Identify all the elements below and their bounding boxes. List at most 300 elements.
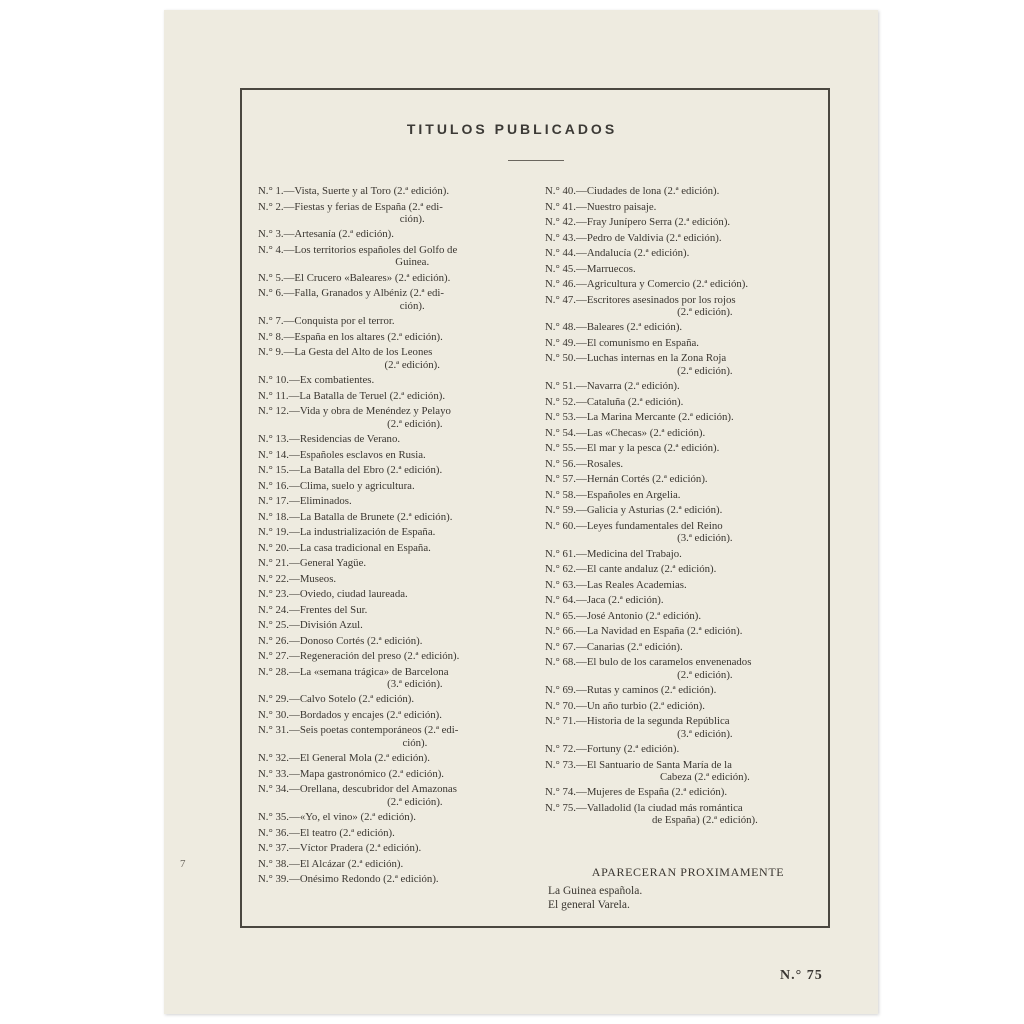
title-entry <box>258 709 530 721</box>
entry-number: N.° 13.— <box>258 433 300 446</box>
entry-title <box>587 337 823 349</box>
title-entry <box>258 768 530 780</box>
entry-title-line: Seis poetas contemporáneos (2.ª edi- <box>299 724 459 737</box>
title-entry <box>258 201 530 226</box>
entry-title-line: Vida y obra de Menéndez y Pelayo <box>299 405 451 418</box>
entry-number: N.° 27.— <box>258 650 300 663</box>
entry-number: N.° 5.— <box>258 271 295 284</box>
entry-title <box>300 858 530 870</box>
title-entry <box>258 783 530 808</box>
entry-title-line: Escritores asesinados por los rojos <box>586 293 736 306</box>
entry-title-line: La Batalla del Ebro (2.ª edición). <box>299 464 443 477</box>
entry-title-line: División Azul. <box>299 619 363 632</box>
entry-title-line: La Batalla de Brunete (2.ª edición). <box>299 510 453 523</box>
entry-title <box>587 625 823 637</box>
title-entry <box>258 542 530 554</box>
entry-number: N.° 28.— <box>258 665 300 678</box>
entry-title-line: Conquista por el terror. <box>294 315 395 328</box>
entry-title-line: Navarra (2.ª edición). <box>586 380 680 393</box>
title-entry <box>258 433 530 445</box>
entry-title-line: Agricultura y Comercio (2.ª edición). <box>586 278 749 290</box>
entry-number: N.° 17.— <box>258 495 300 508</box>
title-divider <box>508 160 564 161</box>
upcoming-item: La Guinea española. <box>548 885 643 897</box>
entry-title <box>300 650 530 662</box>
entry-number: N.° 62.— <box>545 563 587 576</box>
entry-title <box>587 473 823 485</box>
title-entry <box>258 635 530 647</box>
entry-title-line: Andalucía (2.ª edición). <box>586 247 690 259</box>
entry-title <box>587 563 823 575</box>
entry-number: N.° 23.— <box>258 588 300 601</box>
title-entry <box>545 563 823 575</box>
title-entry <box>258 480 530 492</box>
entry-title <box>300 724 530 749</box>
entry-title-line: Pedro de Valdivia (2.ª edición). <box>586 231 722 244</box>
entry-number: N.° 24.— <box>258 603 300 616</box>
title-entry <box>258 666 530 691</box>
title-entry <box>258 228 530 240</box>
entry-title-line: Las Reales Academias. <box>586 578 687 591</box>
entry-title-line: El mar y la pesca (2.ª edición). <box>586 442 720 455</box>
entry-title <box>300 768 530 780</box>
entry-title-line: Jaca (2.ª edición). <box>586 594 664 607</box>
entry-number: N.° 61.— <box>545 547 587 560</box>
entry-title-line: España en los altares (2.ª edición). <box>294 330 443 343</box>
title-entry <box>545 641 823 653</box>
entry-title <box>300 811 530 823</box>
entry-title-line: Cataluña (2.ª edición). <box>586 395 684 408</box>
entry-title-line: La Gesta del Alto de los Leones <box>294 346 433 359</box>
entry-title-line: Baleares (2.ª edición). <box>586 321 683 334</box>
title-entry <box>545 232 823 244</box>
title-entry <box>258 619 530 631</box>
entry-title <box>300 374 530 386</box>
entry-number: N.° 29.— <box>258 693 300 706</box>
entry-title <box>300 526 530 538</box>
entry-title <box>587 263 823 275</box>
entry-title-line: Historia de la segunda República <box>586 715 730 728</box>
entry-title-line: Ciudades de lona (2.ª edición). <box>586 185 720 197</box>
entry-title <box>587 458 823 470</box>
title-entry <box>258 464 530 476</box>
entry-title <box>299 390 530 402</box>
entry-title-line: Hernán Cortés (2.ª edición). <box>586 473 708 486</box>
title-entry <box>545 247 823 259</box>
entry-number: N.° 52.— <box>545 395 587 408</box>
title-entry <box>258 827 530 839</box>
entry-number: N.° 2.— <box>258 200 295 213</box>
entry-title <box>300 752 530 764</box>
entry-title <box>300 449 530 461</box>
entry-title <box>587 352 823 377</box>
entry-number: N.° 40.— <box>545 185 587 197</box>
entry-title-continuation: Guinea. <box>395 256 430 269</box>
upcoming-heading: APARECERAN PROXIMAMENTE <box>591 865 785 879</box>
title-entry <box>545 759 823 784</box>
entry-title <box>300 464 530 476</box>
entry-title-line: La Marina Mercante (2.ª edición). <box>586 411 734 424</box>
entry-title <box>587 786 823 798</box>
entry-title <box>587 321 823 333</box>
entry-title-line: Medicina del Trabajo. <box>586 547 682 560</box>
entry-title-line: Clima, suelo y agricultura. <box>299 479 415 492</box>
entry-title <box>587 656 823 681</box>
entry-title <box>300 842 530 854</box>
entry-title-line: Nuestro paisaje. <box>586 200 657 213</box>
title-entry <box>545 715 823 740</box>
entry-number: N.° 26.— <box>258 634 300 647</box>
entry-number: N.° 34.— <box>258 783 300 796</box>
entry-title-continuation: de España) (2.ª edición). <box>652 814 758 827</box>
entry-title <box>300 588 530 600</box>
title-entry <box>258 346 530 371</box>
entry-title-line: La «semana trágica» de Barcelona <box>299 665 449 678</box>
entry-title-line: Galicia y Asturias (2.ª edición). <box>586 504 723 517</box>
entry-title-continuation: (2.ª edición). <box>387 417 443 430</box>
entry-title-line: Rosales. <box>586 457 624 470</box>
title-entry <box>258 405 530 430</box>
title-entry <box>258 858 530 870</box>
entry-title-line: Españoles en Argelia. <box>586 488 681 501</box>
title-entry <box>258 604 530 616</box>
entry-title-line: La Navidad en España (2.ª edición). <box>586 625 743 638</box>
title-entry <box>545 263 823 275</box>
entry-title-continuation: (3.ª edición). <box>387 677 443 690</box>
entry-number: N.° 68.— <box>545 656 587 669</box>
entry-number: N.° 58.— <box>545 488 587 501</box>
entry-number: N.° 11.— <box>258 389 300 402</box>
entry-number: N.° 37.— <box>258 842 300 855</box>
entry-title <box>300 405 530 430</box>
entry-title-line: Bordados y encajes (2.ª edición). <box>299 708 442 721</box>
title-entry <box>545 684 823 696</box>
entry-number: N.° 35.— <box>258 811 300 824</box>
entry-title <box>587 380 823 392</box>
title-entry <box>545 802 823 827</box>
entry-title <box>587 396 823 408</box>
entry-number: N.° 1.— <box>258 185 295 197</box>
entry-title-continuation: (2.ª edición). <box>677 364 733 377</box>
entry-number: N.° 48.— <box>545 321 587 334</box>
entry-title <box>587 641 823 653</box>
entry-number: N.° 72.— <box>545 743 587 756</box>
entry-title <box>587 802 823 827</box>
entry-number: N.° 15.— <box>258 464 300 477</box>
entry-title <box>587 489 823 501</box>
entry-number: N.° 63.— <box>545 578 587 591</box>
entry-title <box>300 511 530 523</box>
title-entry <box>545 489 823 501</box>
title-entry <box>258 449 530 461</box>
entry-title <box>587 427 823 439</box>
entry-number: N.° 46.— <box>545 278 587 290</box>
entry-title <box>294 272 530 284</box>
upcoming-list <box>548 884 642 912</box>
entry-title-continuation: (2.ª edición). <box>677 668 733 681</box>
entry-title-continuation: ción). <box>402 736 428 749</box>
upcoming-item: El general Varela. <box>548 899 630 911</box>
entry-title-continuation: (3.ª edición). <box>677 532 733 545</box>
title-entry <box>545 625 823 637</box>
entry-title-line: Vista, Suerte y al Toro (2.ª edición). <box>294 185 450 197</box>
title-entry <box>258 331 530 343</box>
entry-title <box>587 743 823 755</box>
title-entry <box>545 411 823 423</box>
titles-column-right <box>545 185 823 830</box>
title-entry <box>258 693 530 705</box>
entry-title <box>587 594 823 606</box>
entry-title <box>587 232 823 244</box>
entry-title-line: La industrialización de España. <box>299 526 436 539</box>
title-entry <box>258 573 530 585</box>
entry-title-line: La casa tradicional en España. <box>299 541 431 554</box>
title-entry <box>258 526 530 538</box>
entry-title <box>587 579 823 591</box>
entry-title <box>587 520 823 545</box>
entry-title-line: El Santuario de Santa María de la <box>586 758 732 771</box>
title-entry <box>545 504 823 516</box>
entry-title <box>587 185 823 197</box>
entry-title <box>300 666 530 691</box>
entry-number: N.° 12.— <box>258 405 300 418</box>
title-entry <box>545 380 823 392</box>
entry-title <box>300 542 530 554</box>
entry-number: N.° 21.— <box>258 557 300 570</box>
title-entry <box>545 442 823 454</box>
title-entry <box>545 743 823 755</box>
entry-title <box>587 715 823 740</box>
entry-number: N.° 36.— <box>258 826 300 839</box>
entry-title-line: La Batalla de Teruel (2.ª edición). <box>299 389 446 402</box>
title-entry <box>545 473 823 485</box>
entry-number: N.° 18.— <box>258 510 300 523</box>
entry-title-continuation: (3.ª edición). <box>677 727 733 740</box>
entry-number: N.° 42.— <box>545 216 587 228</box>
entry-number: N.° 64.— <box>545 594 587 607</box>
entry-number: N.° 33.— <box>258 767 300 780</box>
title-entry <box>258 752 530 764</box>
entry-title <box>587 504 823 516</box>
title-entry <box>258 244 530 269</box>
entry-number: N.° 56.— <box>545 457 587 470</box>
entry-title-line: Fortuny (2.ª edición). <box>586 743 680 756</box>
entry-title <box>294 201 530 226</box>
entry-title <box>294 331 530 343</box>
entry-title <box>300 480 530 492</box>
entry-title <box>587 216 823 228</box>
entry-number: N.° 43.— <box>545 231 587 244</box>
title-entry <box>258 315 530 327</box>
entry-title <box>587 442 823 454</box>
entry-title-line: El comunismo en España. <box>586 336 699 349</box>
entry-title-line: El bulo de los caramelos envenenados <box>586 656 752 669</box>
entry-number: N.° 30.— <box>258 708 300 721</box>
entry-title-line: El Alcázar (2.ª edición). <box>299 857 404 870</box>
entry-title <box>294 346 530 371</box>
entry-title <box>300 827 530 839</box>
title-entry <box>545 185 823 197</box>
entry-number: N.° 39.— <box>258 873 300 886</box>
entry-title-line: Onésimo Redondo (2.ª edición). <box>299 873 439 886</box>
entry-number: N.° 59.— <box>545 504 587 517</box>
entry-title <box>587 294 823 319</box>
entry-title <box>587 684 823 696</box>
title-entry <box>545 786 823 798</box>
entry-title <box>300 709 530 721</box>
entry-number: N.° 9.— <box>258 346 295 359</box>
entry-number: N.° 70.— <box>545 699 587 712</box>
title-entry <box>545 337 823 349</box>
entry-number: N.° 66.— <box>545 625 587 638</box>
entry-title <box>294 287 530 312</box>
entry-number: N.° 60.— <box>545 519 587 532</box>
entry-title-line: Regeneración del preso (2.ª edición). <box>299 650 460 663</box>
entry-number: N.° 54.— <box>545 426 587 439</box>
entry-title <box>300 557 530 569</box>
entry-title <box>587 548 823 560</box>
entry-title <box>294 185 530 197</box>
title-entry <box>258 724 530 749</box>
entry-title-line: Víctor Pradera (2.ª edición). <box>299 842 422 855</box>
entry-title-line: El cante andaluz (2.ª edición). <box>586 563 717 576</box>
entry-number: N.° 65.— <box>545 609 587 622</box>
entry-number: N.° 8.— <box>258 330 295 343</box>
title-entry <box>545 294 823 319</box>
entry-number: N.° 7.— <box>258 315 295 328</box>
entry-number: N.° 41.— <box>545 200 587 213</box>
title-entry <box>545 656 823 681</box>
entry-title <box>587 411 823 423</box>
entry-title-line: José Antonio (2.ª edición). <box>586 609 702 622</box>
entry-title-line: Eliminados. <box>299 495 352 508</box>
entry-number: N.° 71.— <box>545 715 587 728</box>
entry-title-line: Calvo Sotelo (2.ª edición). <box>299 693 415 706</box>
entry-number: N.° 69.— <box>545 684 587 697</box>
entry-title-line: Las «Checas» (2.ª edición). <box>586 426 706 439</box>
title-entry <box>258 272 530 284</box>
title-entry <box>258 185 530 197</box>
entry-title <box>300 573 530 585</box>
entry-title-line: Canarias (2.ª edición). <box>586 640 683 653</box>
entry-number: N.° 14.— <box>258 448 300 461</box>
title-entry <box>258 842 530 854</box>
title-entry <box>545 427 823 439</box>
entry-title <box>300 604 530 616</box>
title-entry <box>545 700 823 712</box>
entry-number: N.° 75.— <box>545 801 587 814</box>
title-entry <box>258 287 530 312</box>
entry-title-line: Marruecos. <box>586 262 636 275</box>
entry-number: N.° 44.— <box>545 247 587 259</box>
entry-number: N.° 22.— <box>258 572 300 585</box>
page-title: TITULOS PUBLICADOS <box>406 121 618 137</box>
entry-title-line: El Crucero «Baleares» (2.ª edición). <box>294 271 451 284</box>
title-entry <box>545 216 823 228</box>
entry-title <box>587 247 823 259</box>
entry-title-line: Leyes fundamentales del Reino <box>586 519 723 532</box>
title-entry <box>545 548 823 560</box>
title-entry <box>258 811 530 823</box>
entry-title-line: Españoles esclavos en Rusia. <box>299 448 426 461</box>
title-entry <box>545 396 823 408</box>
title-entry <box>258 495 530 507</box>
title-entry <box>258 650 530 662</box>
title-entry <box>545 352 823 377</box>
entry-title <box>294 244 530 269</box>
page-number: N.° 75 <box>780 968 823 983</box>
entry-title-continuation: (2.ª edición). <box>677 305 733 318</box>
entry-title-continuation: (2.ª edición). <box>384 358 440 371</box>
entry-title <box>300 635 530 647</box>
entry-title-line: Mujeres de España (2.ª edición). <box>586 786 728 799</box>
title-entry <box>545 458 823 470</box>
entry-title-line: Residencias de Verano. <box>299 433 401 446</box>
margin-mark: 7 <box>180 858 186 870</box>
entry-title-line: Artesanía (2.ª edición). <box>294 228 394 241</box>
title-entry <box>545 579 823 591</box>
title-entry <box>545 594 823 606</box>
entry-number: N.° 47.— <box>545 293 587 306</box>
entry-number: N.° 25.— <box>258 619 300 632</box>
title-entry <box>545 278 823 290</box>
entry-title-line: Fray Junípero Serra (2.ª edición). <box>586 216 731 228</box>
entry-title-line: Ex combatientes. <box>299 374 375 387</box>
entry-number: N.° 31.— <box>258 724 300 737</box>
entry-title-line: Museos. <box>299 572 337 585</box>
entry-title-line: Mapa gastronómico (2.ª edición). <box>299 767 445 780</box>
entry-title <box>300 433 530 445</box>
entry-number: N.° 73.— <box>545 758 587 771</box>
entry-title <box>587 700 823 712</box>
title-entry <box>258 557 530 569</box>
entry-title <box>587 201 823 213</box>
entry-number: N.° 20.— <box>258 541 300 554</box>
entry-title-line: Falla, Granados y Albéniz (2.ª edi- <box>294 287 445 300</box>
entry-title <box>300 495 530 507</box>
entry-number: N.° 50.— <box>545 352 587 365</box>
entry-title-line: Un año turbio (2.ª edición). <box>586 699 705 712</box>
title-entry <box>545 610 823 622</box>
entry-title-line: Luchas internas en la Zona Roja <box>586 352 727 365</box>
entry-title <box>587 759 823 784</box>
entry-title <box>300 873 530 885</box>
entry-title-continuation: (2.ª edición). <box>387 795 443 808</box>
entry-title-continuation: Cabeza (2.ª edición). <box>659 770 750 783</box>
entry-title <box>294 228 530 240</box>
entry-title-line: Orellana, descubridor del Amazonas <box>299 783 457 796</box>
entry-title-line: El General Mola (2.ª edición). <box>299 752 430 765</box>
entry-title <box>300 693 530 705</box>
entry-number: N.° 57.— <box>545 473 587 486</box>
entry-title-line: Frentes del Sur. <box>299 603 368 616</box>
entry-title-line: El teatro (2.ª edición). <box>299 826 395 839</box>
entry-title <box>300 619 530 631</box>
title-entry <box>258 511 530 523</box>
entry-title-line: General Yagüe. <box>299 557 367 570</box>
entry-title-line: Donoso Cortés (2.ª edición). <box>299 634 423 647</box>
entry-number: N.° 3.— <box>258 228 295 241</box>
entry-title-line: Rutas y caminos (2.ª edición). <box>586 684 717 697</box>
entry-number: N.° 4.— <box>258 243 295 256</box>
entry-number: N.° 38.— <box>258 857 300 870</box>
entry-title-line: Los territorios españoles del Golfo de <box>294 243 458 256</box>
title-entry <box>258 374 530 386</box>
entry-title-continuation: ción). <box>399 212 425 225</box>
entry-number: N.° 74.— <box>545 786 587 799</box>
entry-number: N.° 10.— <box>258 374 300 387</box>
title-entry <box>258 588 530 600</box>
